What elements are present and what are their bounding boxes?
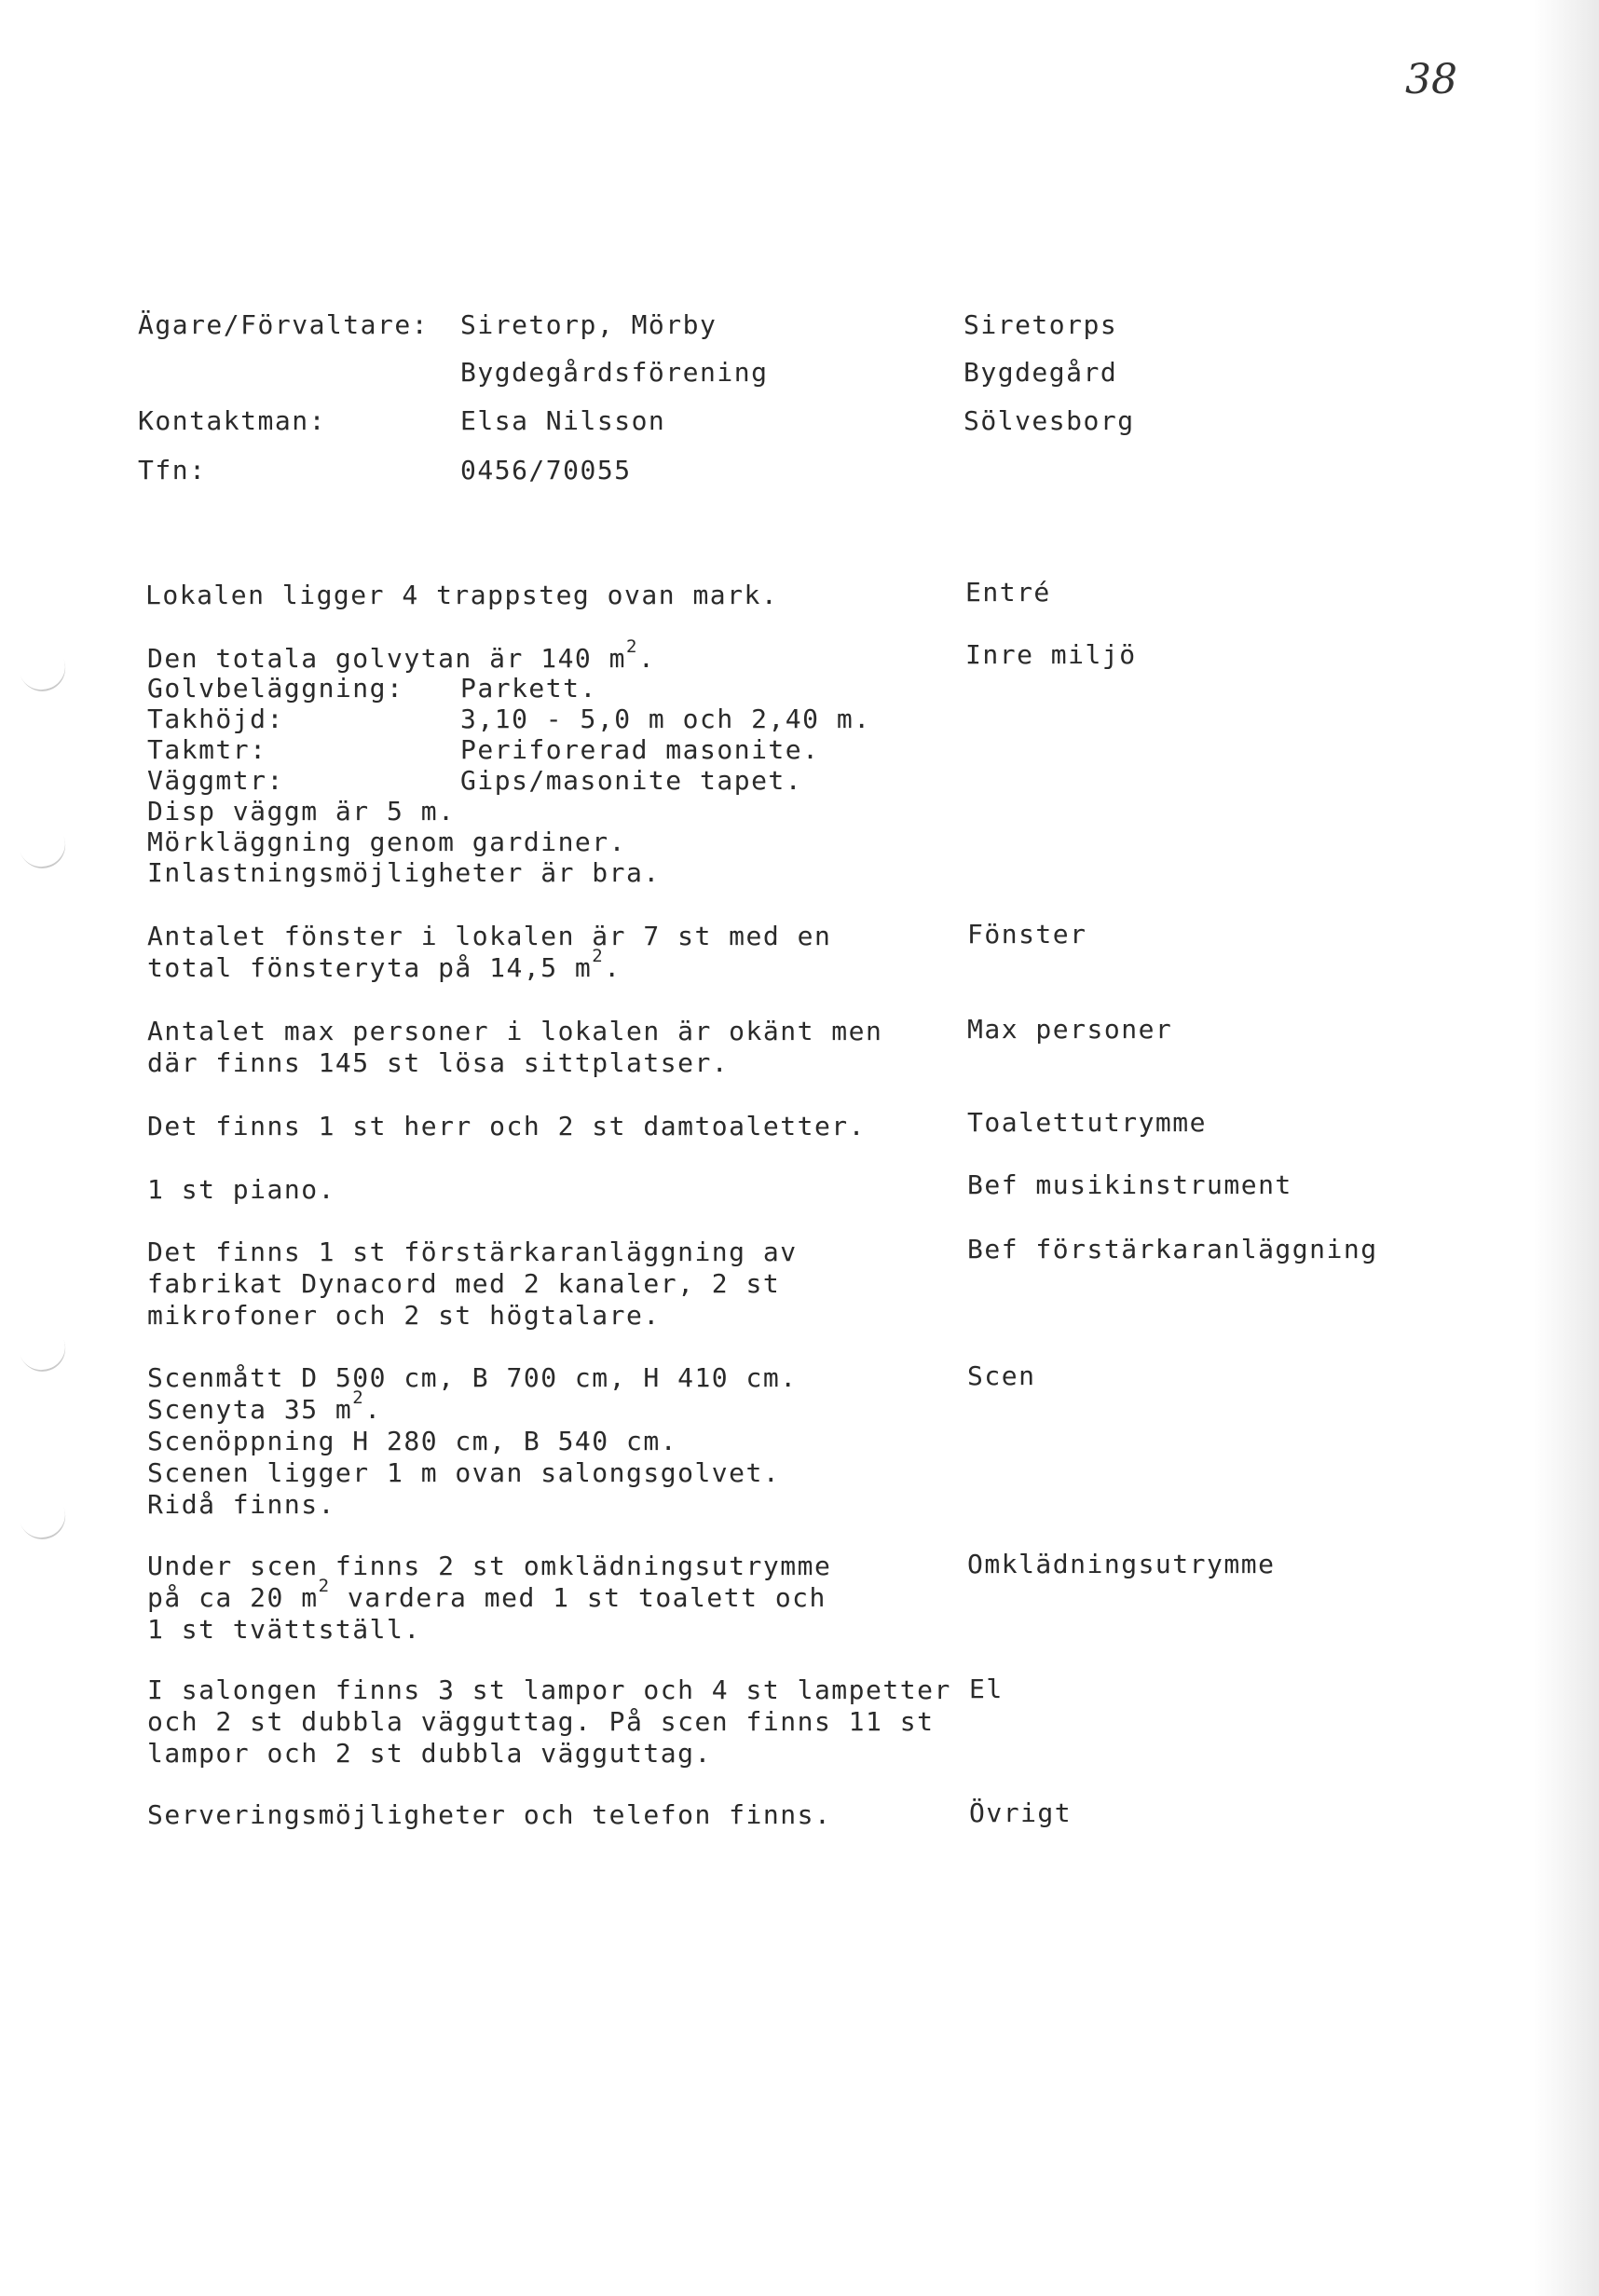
max-persons-line1: Antalet max personer i lokalen är okänt men — [147, 1016, 883, 1046]
page-edge-shadow — [1534, 0, 1599, 2296]
floor-covering-label: Golvbeläggning: — [147, 673, 404, 704]
venue-line3: Sölvesborg — [964, 405, 1135, 436]
binder-hole-mark — [12, 636, 73, 698]
loading-text: Inlastningsmöjligheter är bra. — [147, 857, 661, 888]
dressing-text — [147, 1551, 831, 1646]
owner-value-line1: Siretorp, Mörby — [460, 309, 718, 340]
electric-line3: lampor och 2 st dubbla vägguttag. — [147, 1738, 712, 1769]
amplifier-line3: mikrofoner och 2 st högtalare. — [147, 1300, 661, 1331]
stage-line5: Ridå finns. — [147, 1489, 335, 1520]
ceiling-height-label: Takhöjd: — [147, 704, 284, 734]
venue-line2: Bygdegård — [964, 357, 1118, 388]
stage-line2: Scenyta 35 $m^2$. — [147, 1387, 382, 1425]
instruments-label: Bef musikinstrument — [967, 1169, 1292, 1200]
windows-line1: Antalet fönster i lokalen är 7 st med en — [147, 921, 832, 951]
stage-label: Scen — [967, 1360, 1036, 1391]
phone-label: Tfn: — [138, 455, 207, 485]
dressing-label: Omklädningsutrymme — [967, 1549, 1276, 1579]
toilets-label: Toalettutrymme — [967, 1107, 1208, 1138]
ceiling-material-value: Periforerad masonite. — [460, 734, 820, 765]
other-text: Serveringsmöjligheter och telefon finns. — [147, 1799, 832, 1830]
windows-label: Fönster — [967, 919, 1087, 950]
instruments-text: 1 st piano. — [147, 1174, 335, 1205]
ceiling-material-label: Takmtr: — [147, 734, 267, 765]
wall-material-label: Väggmtr: — [147, 765, 284, 796]
binder-hole-mark — [12, 813, 73, 875]
venue-line1: Siretorps — [964, 309, 1118, 340]
max-persons-text — [147, 1016, 882, 1079]
amplifier-label: Bef förstärkaranläggning — [967, 1234, 1378, 1264]
windows-line2: total fönsteryta på 14,5 $m^2$. — [147, 946, 622, 983]
amplifier-line2: fabrikat Dynacord med 2 kanaler, 2 st — [147, 1268, 781, 1299]
other-label: Övrigt — [969, 1797, 1073, 1828]
disp-wall-text: Disp väggm är 5 m. — [147, 796, 456, 827]
dressing-line1: Under scen finns 2 st omklädningsutrymme — [147, 1551, 832, 1581]
stage-line4: Scenen ligger 1 m ovan salongsgolvet. — [147, 1457, 781, 1488]
amplifier-line1: Det finns 1 st förstärkaranläggning av — [147, 1237, 798, 1267]
amplifier-text — [147, 1237, 798, 1332]
electric-line1: I salongen finns 3 st lampor och 4 st lampetter — [147, 1674, 951, 1705]
contact-value: Elsa Nilsson — [460, 405, 666, 436]
stage-line1: Scenmått D 500 cm, B 700 cm, H 410 cm. — [147, 1362, 798, 1393]
binder-hole-mark — [12, 1317, 73, 1378]
dressing-line3: 1 st tvättställ. — [147, 1614, 421, 1645]
max-persons-label: Max personer — [967, 1014, 1173, 1045]
owner-value-line2: Bygdegårdsförening — [460, 357, 769, 388]
electric-text — [147, 1674, 951, 1770]
dressing-line2: på ca 20 $m^2$ vardera med 1 st toalett och — [147, 1576, 827, 1613]
floor-covering-value: Parkett. — [460, 673, 597, 704]
entrance-text: Lokalen ligger 4 trappsteg ovan mark. — [145, 580, 779, 610]
floor-area-text: Den totala golvytan är 140 $m^2$. — [147, 636, 656, 674]
page-number: 38 — [1405, 56, 1457, 103]
contact-label: Kontaktman: — [138, 405, 326, 436]
interior-label: Inre miljö — [965, 639, 1137, 670]
phone-value: 0456/70055 — [460, 455, 632, 485]
owner-label: Ägare/Förvaltare: — [138, 309, 430, 340]
electric-label: El — [969, 1674, 1004, 1704]
ceiling-height-value: 3,10 - 5,0 m och 2,40 m. — [460, 704, 871, 734]
stage-text — [147, 1362, 798, 1521]
blackout-text: Mörkläggning genom gardiner. — [147, 827, 627, 857]
stage-line3: Scenöppning H 280 cm, B 540 cm. — [147, 1426, 678, 1456]
max-persons-line2: där finns 145 st lösa sittplatser. — [147, 1047, 730, 1078]
electric-line2: och 2 st dubbla vägguttag. På scen finns 11 st — [147, 1706, 935, 1737]
windows-text — [147, 921, 831, 984]
binder-hole-mark — [12, 1484, 73, 1546]
wall-material-value: Gips/masonite tapet. — [460, 765, 803, 796]
toilets-text: Det finns 1 st herr och 2 st damtoaletter. — [147, 1111, 867, 1141]
entrance-label: Entré — [965, 577, 1051, 608]
